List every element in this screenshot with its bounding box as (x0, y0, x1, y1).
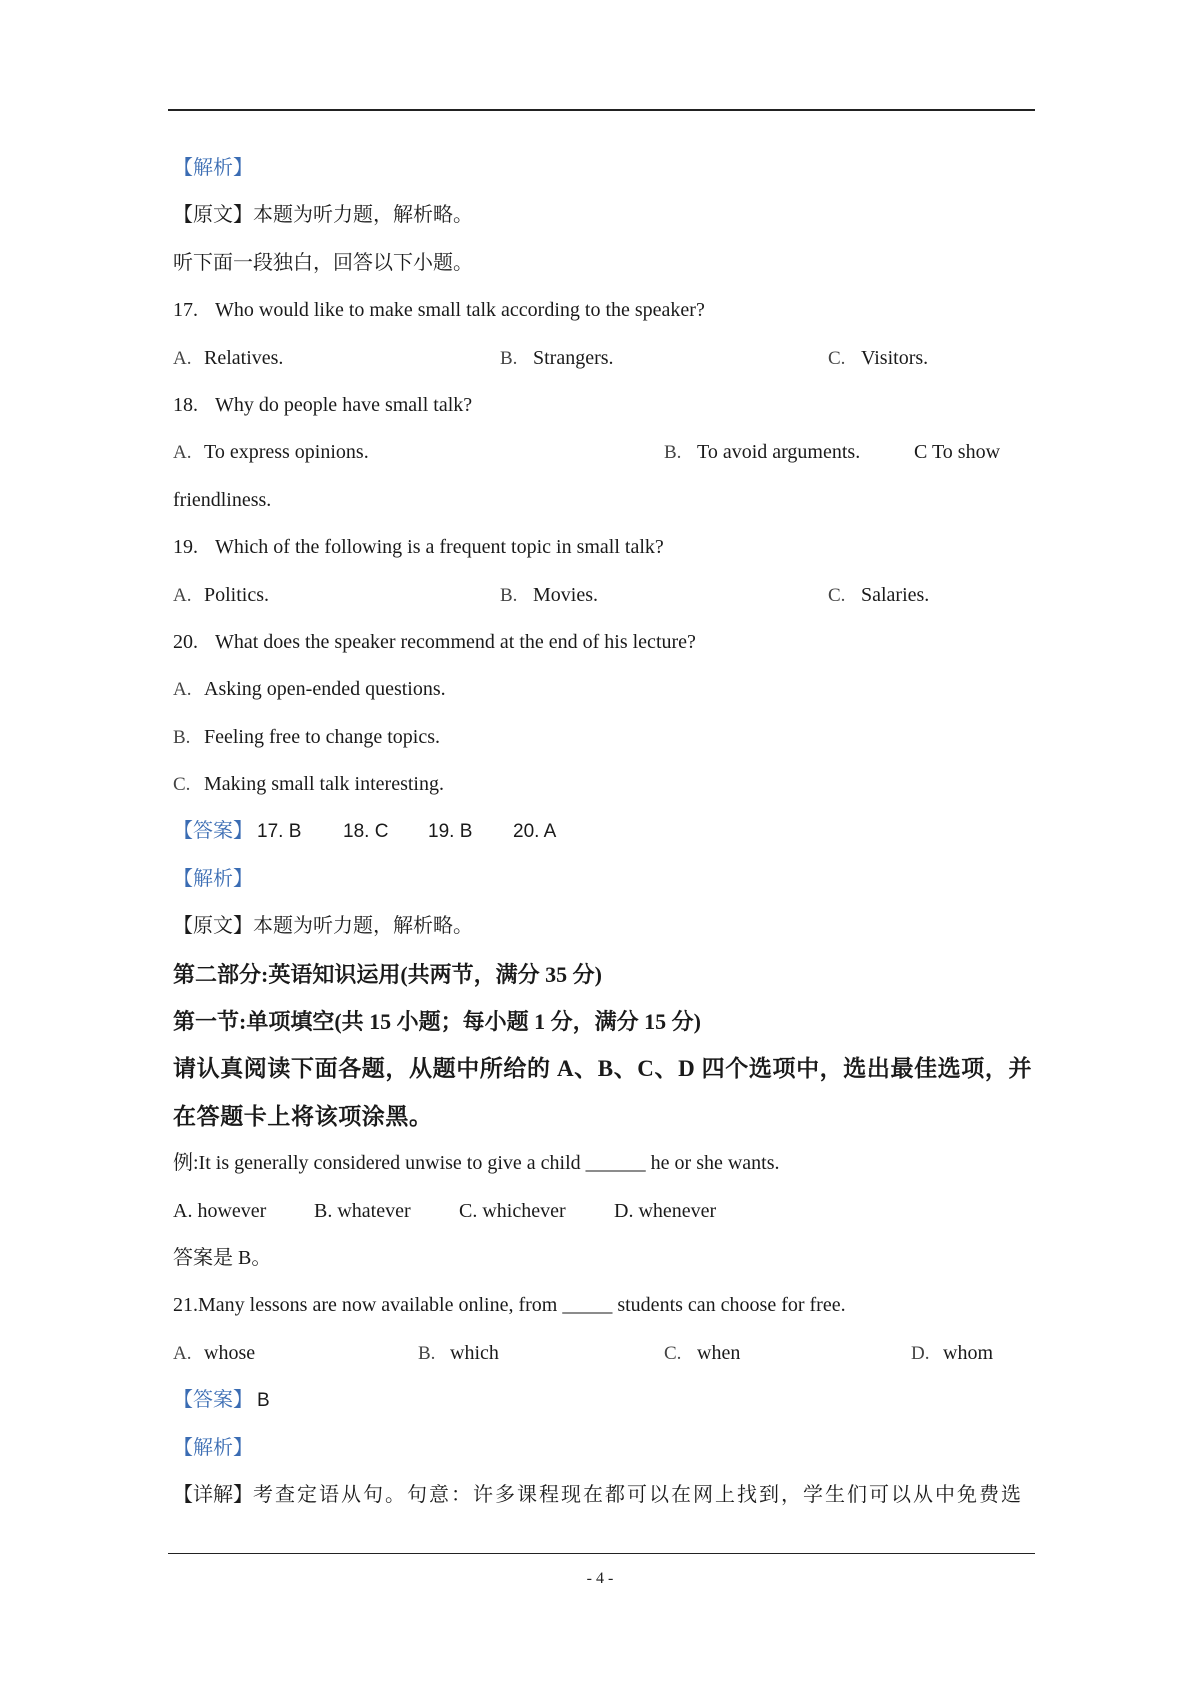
question-19 (0, 524, 1200, 571)
example-text: 例:It is generally considered unwise to give a child ______ he or she wants. (173, 1152, 780, 1175)
original-text: 本题为听力题，解析略。 (253, 915, 473, 938)
option-label-c: C. (828, 347, 846, 369)
option-label-d: D. (911, 1342, 930, 1364)
answer-item: 18. C (343, 821, 389, 843)
question-text: Who would like to make small talk according to the speaker? (215, 299, 705, 322)
option-label-a: A. (173, 1342, 192, 1364)
option-text-a: Relatives. (204, 346, 284, 369)
option-label-c: C. (173, 774, 191, 796)
question-text: 21.Many lessons are now available online, from _____ students can choose for free. (173, 1294, 846, 1317)
instruction-text: 在答题卡上将该项涂黑。 (173, 1103, 433, 1129)
original-text-line (0, 903, 1200, 950)
option-text-c: C To show (914, 441, 1001, 464)
question-18 (0, 382, 1200, 429)
question-21-options (0, 1330, 1200, 1377)
question-20-option-b (0, 714, 1200, 761)
option-text-b: which (450, 1341, 499, 1364)
part2-heading (0, 951, 1200, 998)
instruction-line-1 (0, 1045, 1200, 1092)
question-21 (0, 1282, 1200, 1329)
question-17 (0, 287, 1200, 334)
question-18-options (0, 429, 1200, 476)
example-answer (0, 1235, 1200, 1282)
option-label-a: A. (173, 347, 192, 369)
answer-line (0, 808, 1200, 855)
option-label-b: B. (418, 1342, 436, 1364)
original-text-line (0, 192, 1200, 239)
detail-tag: 【详解】 (173, 1483, 253, 1506)
option-label-a: A. (173, 584, 192, 606)
option-continuation: friendliness. (173, 488, 272, 511)
answer-tag: 【答案】 (173, 1389, 253, 1412)
option-label-b: B. (664, 442, 682, 464)
option-text-a: Asking open-ended questions. (204, 678, 446, 701)
answer-value: B (257, 1390, 270, 1412)
option-text-d: whom (943, 1341, 993, 1364)
option-text-b: Strangers. (533, 346, 614, 369)
option-text-b: To avoid arguments. (697, 441, 861, 464)
question-21-analysis (0, 1425, 1200, 1472)
question-number: 18. (173, 393, 198, 416)
question-number: 19. (173, 536, 198, 559)
analysis-tag: 【解析】 (173, 157, 253, 179)
example-stem (0, 1140, 1200, 1187)
footer-rule (168, 1553, 1035, 1554)
example-option-b: B. whatever (314, 1199, 411, 1222)
answer-item: 20. A (513, 821, 557, 843)
question-20-option-c (0, 761, 1200, 808)
instruction-line-2 (0, 1093, 1200, 1140)
question-text: Why do people have small talk? (215, 393, 473, 416)
question-text: What does the speaker recommend at the end of his lecture? (215, 630, 696, 653)
analysis-tag: 【解析】 (173, 1436, 253, 1459)
question-18-option-continuation (0, 477, 1200, 524)
example-option-a: A. however (173, 1199, 267, 1222)
example-answer-text: 答案是 B。 (173, 1246, 272, 1269)
original-text: 本题为听力题，解析略。 (253, 204, 473, 227)
option-label-b: B. (500, 584, 518, 606)
option-text-c: Visitors. (861, 346, 929, 369)
option-text-c: when (697, 1341, 741, 1364)
option-text-c: Salaries. (861, 583, 930, 606)
example-option-d: D. whenever (614, 1199, 717, 1222)
section1-heading (0, 998, 1200, 1045)
header-rule (168, 109, 1035, 111)
option-text-a: To express opinions. (204, 441, 369, 464)
question-21-detail (0, 1472, 1200, 1519)
part-heading: 第二部分:英语知识运用(共两节，满分 35 分) (173, 961, 602, 987)
option-label-b: B. (173, 726, 191, 748)
option-label-a: A. (173, 442, 192, 464)
answer-tag: 【答案】 (173, 820, 253, 843)
analysis-heading-line (0, 145, 1200, 192)
analysis-heading-line (0, 856, 1200, 903)
answer-item: 19. B (428, 821, 473, 843)
option-text-b: Feeling free to change topics. (204, 725, 441, 748)
page-number: - 4 - (586, 1570, 614, 1587)
section-heading: 第一节:单项填空(共 15 小题；每小题 1 分，满分 15 分) (173, 1009, 701, 1035)
analysis-tag: 【解析】 (173, 867, 253, 890)
instruction-text: 听下面一段独白，回答以下小题。 (173, 251, 473, 274)
question-20-option-a (0, 666, 1200, 713)
question-17-options (0, 335, 1200, 382)
question-number: 17. (173, 299, 198, 322)
option-label-b: B. (500, 347, 518, 369)
question-21-answer (0, 1377, 1200, 1424)
example-options (0, 1188, 1200, 1235)
option-text-a: whose (204, 1341, 256, 1364)
question-19-options (0, 572, 1200, 619)
question-number: 20. (173, 630, 198, 653)
option-text-a: Politics. (204, 583, 270, 606)
example-option-c: C. whichever (459, 1199, 566, 1222)
question-20 (0, 619, 1200, 666)
option-label-a: A. (173, 679, 192, 701)
option-label-c: C. (828, 584, 846, 606)
instruction-text: 请认真阅读下面各题，从题中所给的 A、B、C、D 四个选项中，选出最佳选项，并 (173, 1056, 1033, 1082)
detail-text: 考查定语从句。句意：许多课程现在都可以在网上找到，学生们可以从中免费选 (253, 1483, 1023, 1506)
answer-item: 17. B (257, 821, 302, 843)
original-tag: 【原文】 (173, 915, 253, 938)
question-text: Which of the following is a frequent topic in small talk? (215, 536, 664, 559)
original-tag: 【原文】 (173, 204, 253, 227)
option-label-c: C. (664, 1342, 682, 1364)
page-body (0, 145, 1200, 1519)
option-text-c: Making small talk interesting. (204, 773, 444, 796)
monologue-instruction (0, 240, 1200, 287)
option-text-b: Movies. (533, 583, 598, 606)
